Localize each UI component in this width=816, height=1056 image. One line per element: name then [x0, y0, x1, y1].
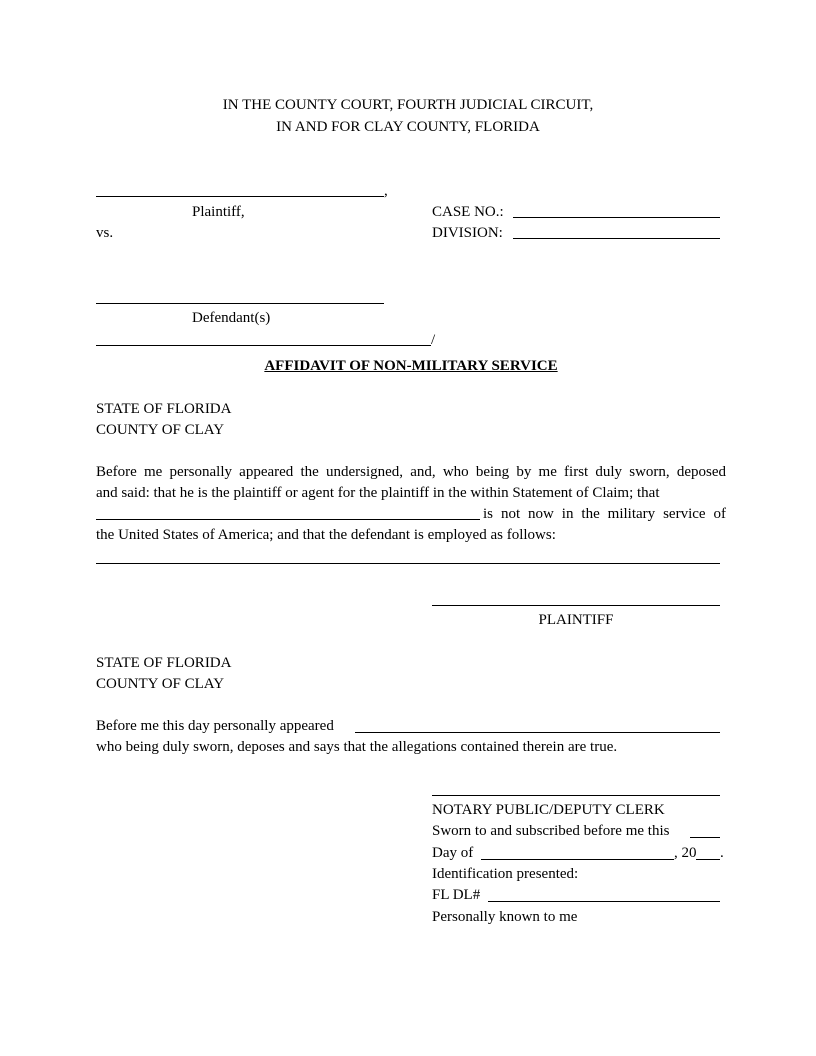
- document-title: AFFIDAVIT OF NON-MILITARY SERVICE: [264, 358, 558, 374]
- plaintiff-signature-line[interactable]: [432, 605, 720, 606]
- plaintiff-signature-label: PLAINTIFF: [538, 612, 614, 628]
- caption-closing-slash: /: [431, 332, 436, 348]
- caption-closing-line: [96, 345, 431, 346]
- affiant-name-blank[interactable]: [355, 732, 720, 733]
- venue-county-1: COUNTY OF CLAY: [96, 422, 225, 438]
- year-blank[interactable]: [696, 859, 720, 860]
- case-no-label: CASE NO.:: [432, 204, 504, 220]
- defendant-label: Defendant(s): [192, 310, 271, 326]
- jurat-line-2: who being duly sworn, deposes and says that the allegations contained therein are true.: [96, 739, 618, 755]
- fl-dl-field[interactable]: [488, 901, 720, 902]
- vs-label: vs.: [96, 225, 114, 241]
- affidavit-line-1: Before me personally appeared the undersigned, and, who being by me first duly sworn, deposed: [96, 464, 726, 480]
- plaintiff-comma: ,: [384, 183, 388, 199]
- affidavit-line-3-tail: is not now in the military service of: [483, 506, 726, 522]
- sworn-day-blank[interactable]: [690, 837, 720, 838]
- plaintiff-label: Plaintiff,: [192, 204, 245, 220]
- defendant-name-blank[interactable]: [96, 519, 480, 520]
- division-label: DIVISION:: [432, 225, 503, 241]
- notary-signature-line[interactable]: [432, 795, 720, 796]
- identification-label: Identification presented:: [432, 866, 579, 882]
- year-suffix: .: [720, 845, 724, 861]
- notary-sworn-text: Sworn to and subscribed before me this: [432, 823, 670, 839]
- fl-dl-label: FL DL#: [432, 887, 481, 903]
- division-field[interactable]: [513, 238, 720, 239]
- employment-line[interactable]: [96, 563, 720, 564]
- court-name-line2: IN AND FOR CLAY COUNTY, FLORIDA: [276, 119, 540, 135]
- defendant-name-line[interactable]: [96, 303, 384, 304]
- court-name-line1: IN THE COUNTY COURT, FOURTH JUDICIAL CIRCUIT,: [222, 97, 594, 113]
- notary-day-of-label: Day of: [432, 845, 474, 861]
- month-blank[interactable]: [481, 859, 674, 860]
- venue-state-2: STATE OF FLORIDA: [96, 655, 232, 671]
- affidavit-line-4: the United States of America; and that the defendant is employed as follows:: [96, 527, 556, 543]
- notary-title: NOTARY PUBLIC/DEPUTY CLERK: [432, 802, 665, 818]
- affidavit-line-2: and said: that he is the plaintiff or agent for the plaintiff in the within Statement of Claim; that: [96, 485, 660, 501]
- plaintiff-name-line[interactable]: [96, 196, 384, 197]
- venue-state-1: STATE OF FLORIDA: [96, 401, 232, 417]
- year-prefix: , 20: [674, 845, 697, 861]
- venue-county-2: COUNTY OF CLAY: [96, 676, 225, 692]
- case-no-field[interactable]: [513, 217, 720, 218]
- jurat-line-1: Before me this day personally appeared: [96, 718, 334, 734]
- personally-known-label: Personally known to me: [432, 909, 578, 925]
